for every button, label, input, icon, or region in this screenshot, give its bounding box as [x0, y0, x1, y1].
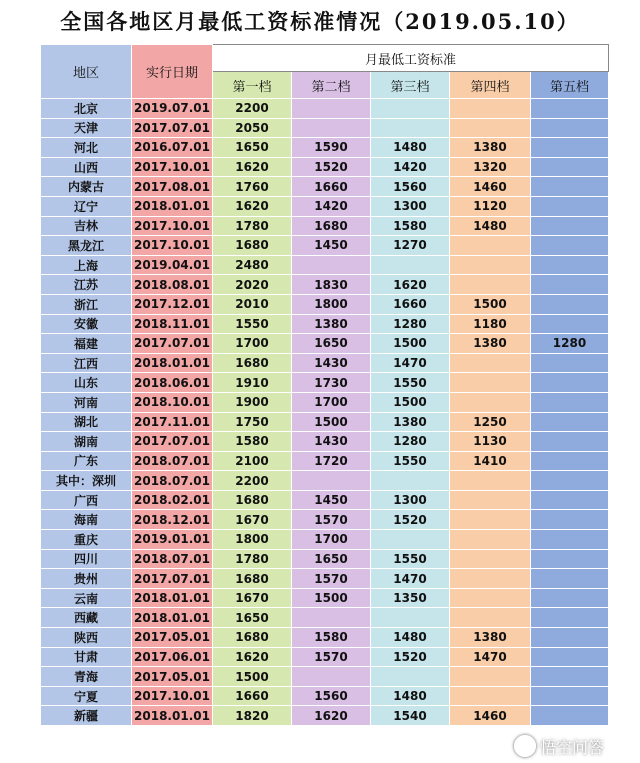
- cell-date: 2018.02.01: [132, 490, 213, 510]
- cell-tier-1: 1900: [213, 392, 292, 412]
- cell-date: 2017.05.01: [132, 628, 213, 648]
- cell-tier-1: 1800: [213, 530, 292, 550]
- cell-tier-2: 1450: [292, 236, 371, 256]
- cell-tier-5: [531, 255, 609, 275]
- watermark-text: 悟空问答: [540, 737, 605, 757]
- cell-tier-1: 1670: [213, 588, 292, 608]
- cell-tier-3: 1480: [371, 628, 450, 648]
- cell-tier-4: [450, 353, 531, 373]
- cell-tier-5: [531, 471, 609, 491]
- cell-region: 福建: [41, 334, 132, 354]
- cell-region: 陕西: [41, 628, 132, 648]
- cell-tier-3: 1550: [371, 373, 450, 393]
- cell-tier-1: 2480: [213, 255, 292, 275]
- cell-tier-2: [292, 471, 371, 491]
- cell-tier-4: [450, 588, 531, 608]
- cell-date: 2016.07.01: [132, 138, 213, 158]
- cell-tier-4: 1460: [450, 706, 531, 726]
- cell-tier-5: [531, 177, 609, 197]
- cell-date: 2017.07.01: [132, 569, 213, 589]
- cell-tier-1: 1620: [213, 647, 292, 667]
- cell-tier-2: 1680: [292, 216, 371, 236]
- table-row: [41, 588, 609, 608]
- cell-tier-3: 1500: [371, 392, 450, 412]
- cell-tier-3: 1580: [371, 216, 450, 236]
- cell-tier-1: 2200: [213, 99, 292, 119]
- cell-region: 吉林: [41, 216, 132, 236]
- cell-tier-1: 1650: [213, 138, 292, 158]
- table-row: [41, 686, 609, 706]
- cell-tier-2: 1800: [292, 294, 371, 314]
- cell-tier-2: 1700: [292, 530, 371, 550]
- cell-tier-2: 1650: [292, 549, 371, 569]
- cell-tier-5: [531, 490, 609, 510]
- cell-tier-5: [531, 412, 609, 432]
- cell-tier-2: [292, 608, 371, 628]
- cell-tier-5: [531, 157, 609, 177]
- cell-date: 2019.04.01: [132, 255, 213, 275]
- cell-tier-1: 1680: [213, 236, 292, 256]
- cell-date: 2018.07.01: [132, 451, 213, 471]
- table-row: [41, 510, 609, 530]
- cell-tier-1: 1700: [213, 334, 292, 354]
- cell-region: 江西: [41, 353, 132, 373]
- cell-tier-5: [531, 216, 609, 236]
- cell-tier-1: 1620: [213, 157, 292, 177]
- cell-tier-4: 1410: [450, 451, 531, 471]
- cell-tier-3: 1500: [371, 334, 450, 354]
- cell-tier-2: 1620: [292, 706, 371, 726]
- header-wage-group: 月最低工资标准: [213, 45, 609, 72]
- cell-tier-5: [531, 196, 609, 216]
- cell-tier-3: 1520: [371, 510, 450, 530]
- table-row: [41, 138, 609, 158]
- cell-tier-3: [371, 608, 450, 628]
- cell-tier-4: [450, 530, 531, 550]
- cell-date: 2017.10.01: [132, 236, 213, 256]
- cell-tier-4: [450, 373, 531, 393]
- table-row: [41, 216, 609, 236]
- cell-tier-5: [531, 451, 609, 471]
- cell-date: 2017.07.01: [132, 432, 213, 452]
- cell-tier-3: [371, 530, 450, 550]
- cell-date: 2018.07.01: [132, 549, 213, 569]
- cell-region: 甘肃: [41, 647, 132, 667]
- table-row: [41, 432, 609, 452]
- table-row: [41, 314, 609, 334]
- cell-tier-2: 1590: [292, 138, 371, 158]
- table-row: [41, 667, 609, 687]
- cell-tier-3: 1380: [371, 412, 450, 432]
- cell-tier-1: 1550: [213, 314, 292, 334]
- cell-date: 2019.07.01: [132, 99, 213, 119]
- cell-tier-1: 1680: [213, 353, 292, 373]
- cell-tier-3: 1470: [371, 353, 450, 373]
- cell-region: 贵州: [41, 569, 132, 589]
- cell-tier-5: 1280: [531, 334, 609, 354]
- watermark: [514, 733, 640, 759]
- cell-region: 广东: [41, 451, 132, 471]
- cell-date: 2018.01.01: [132, 608, 213, 628]
- cell-region: 浙江: [41, 294, 132, 314]
- cell-tier-1: 2020: [213, 275, 292, 295]
- cell-tier-5: [531, 392, 609, 412]
- cell-tier-5: [531, 138, 609, 158]
- cell-tier-2: 1650: [292, 334, 371, 354]
- cell-tier-2: 1450: [292, 490, 371, 510]
- cell-tier-4: 1470: [450, 647, 531, 667]
- cell-tier-4: [450, 667, 531, 687]
- cell-date: 2017.10.01: [132, 216, 213, 236]
- cell-tier-3: 1420: [371, 157, 450, 177]
- cell-region: 上海: [41, 255, 132, 275]
- cell-region: 安徽: [41, 314, 132, 334]
- cell-region: 黑龙江: [41, 236, 132, 256]
- cell-region: 云南: [41, 588, 132, 608]
- cell-tier-4: [450, 549, 531, 569]
- cell-tier-1: 1680: [213, 569, 292, 589]
- cell-tier-1: 1820: [213, 706, 292, 726]
- cell-tier-5: [531, 667, 609, 687]
- cell-tier-4: 1500: [450, 294, 531, 314]
- cell-region: 新疆: [41, 706, 132, 726]
- cell-date: 2017.10.01: [132, 157, 213, 177]
- cell-tier-4: 1180: [450, 314, 531, 334]
- table-row: [41, 647, 609, 667]
- cell-date: 2018.12.01: [132, 510, 213, 530]
- cell-tier-5: [531, 236, 609, 256]
- cell-region: 其中：深圳: [41, 471, 132, 491]
- cell-tier-1: 2100: [213, 451, 292, 471]
- wukong-logo-icon: [514, 735, 536, 757]
- cell-tier-1: 1750: [213, 412, 292, 432]
- cell-region: 山西: [41, 157, 132, 177]
- cell-tier-2: 1660: [292, 177, 371, 197]
- cell-tier-4: [450, 392, 531, 412]
- header-tier-3: 第三档: [371, 72, 450, 99]
- cell-tier-5: [531, 569, 609, 589]
- cell-tier-2: 1570: [292, 510, 371, 530]
- cell-tier-5: [531, 294, 609, 314]
- cell-tier-4: [450, 471, 531, 491]
- table-row: [41, 177, 609, 197]
- table-row: [41, 530, 609, 550]
- cell-region: 湖北: [41, 412, 132, 432]
- cell-tier-3: 1280: [371, 432, 450, 452]
- cell-tier-3: [371, 118, 450, 138]
- cell-tier-4: 1320: [450, 157, 531, 177]
- cell-tier-1: 1670: [213, 510, 292, 530]
- cell-tier-1: 1620: [213, 196, 292, 216]
- cell-date: 2017.08.01: [132, 177, 213, 197]
- cell-tier-4: [450, 236, 531, 256]
- cell-tier-4: [450, 510, 531, 530]
- cell-tier-5: [531, 647, 609, 667]
- cell-tier-5: [531, 118, 609, 138]
- cell-tier-2: 1520: [292, 157, 371, 177]
- min-wage-table: [40, 44, 609, 726]
- table-row: [41, 412, 609, 432]
- cell-date: 2018.01.01: [132, 706, 213, 726]
- cell-date: 2017.10.01: [132, 686, 213, 706]
- cell-tier-1: 2010: [213, 294, 292, 314]
- cell-region: 重庆: [41, 530, 132, 550]
- table-row: [41, 157, 609, 177]
- cell-region: 河南: [41, 392, 132, 412]
- cell-tier-2: 1570: [292, 647, 371, 667]
- cell-tier-5: [531, 588, 609, 608]
- cell-tier-4: 1130: [450, 432, 531, 452]
- table-row: [41, 373, 609, 393]
- cell-tier-2: 1380: [292, 314, 371, 334]
- cell-tier-2: [292, 667, 371, 687]
- cell-tier-1: 1780: [213, 549, 292, 569]
- cell-tier-4: 1480: [450, 216, 531, 236]
- cell-region: 青海: [41, 667, 132, 687]
- cell-tier-2: 1420: [292, 196, 371, 216]
- table-row: [41, 99, 609, 119]
- header-tier-2: 第二档: [292, 72, 371, 99]
- table-row: [41, 196, 609, 216]
- cell-tier-5: [531, 510, 609, 530]
- cell-date: 2018.01.01: [132, 196, 213, 216]
- cell-tier-2: 1720: [292, 451, 371, 471]
- cell-tier-2: 1500: [292, 588, 371, 608]
- cell-tier-3: 1550: [371, 451, 450, 471]
- cell-tier-3: 1300: [371, 490, 450, 510]
- cell-tier-3: [371, 667, 450, 687]
- cell-region: 四川: [41, 549, 132, 569]
- cell-tier-5: [531, 275, 609, 295]
- header-date: 实行日期: [132, 45, 213, 99]
- cell-tier-1: 2200: [213, 471, 292, 491]
- cell-tier-4: 1380: [450, 628, 531, 648]
- cell-tier-4: [450, 99, 531, 119]
- cell-tier-4: 1380: [450, 334, 531, 354]
- table-row: [41, 275, 609, 295]
- table-row: [41, 294, 609, 314]
- cell-tier-3: 1280: [371, 314, 450, 334]
- cell-tier-4: [450, 118, 531, 138]
- cell-tier-2: 1570: [292, 569, 371, 589]
- cell-tier-5: [531, 549, 609, 569]
- header-tier-1: 第一档: [213, 72, 292, 99]
- cell-tier-5: [531, 628, 609, 648]
- table-row: [41, 451, 609, 471]
- cell-tier-2: 1500: [292, 412, 371, 432]
- cell-date: 2018.11.01: [132, 314, 213, 334]
- table-row: [41, 392, 609, 412]
- table-row: [41, 118, 609, 138]
- cell-region: 宁夏: [41, 686, 132, 706]
- cell-tier-2: 1430: [292, 432, 371, 452]
- cell-date: 2017.07.01: [132, 118, 213, 138]
- cell-date: 2017.12.01: [132, 294, 213, 314]
- header-region: 地区: [41, 45, 132, 99]
- cell-tier-2: 1730: [292, 373, 371, 393]
- cell-tier-3: 1270: [371, 236, 450, 256]
- table-row: [41, 471, 609, 491]
- cell-tier-5: [531, 608, 609, 628]
- cell-region: 湖南: [41, 432, 132, 452]
- table-row: [41, 706, 609, 726]
- cell-region: 山东: [41, 373, 132, 393]
- cell-tier-3: 1480: [371, 686, 450, 706]
- cell-tier-1: 1580: [213, 432, 292, 452]
- cell-tier-1: 1650: [213, 608, 292, 628]
- cell-date: 2017.05.01: [132, 667, 213, 687]
- cell-tier-4: [450, 255, 531, 275]
- cell-tier-3: [371, 99, 450, 119]
- cell-tier-3: 1560: [371, 177, 450, 197]
- cell-tier-2: [292, 255, 371, 275]
- cell-tier-2: [292, 118, 371, 138]
- cell-tier-3: 1540: [371, 706, 450, 726]
- cell-tier-3: 1660: [371, 294, 450, 314]
- page-title: 全国各地区月最低工资标准情况（2019.05.10）: [60, 9, 580, 34]
- cell-region: 河北: [41, 138, 132, 158]
- cell-tier-1: 1910: [213, 373, 292, 393]
- cell-tier-3: 1480: [371, 138, 450, 158]
- cell-tier-4: 1380: [450, 138, 531, 158]
- cell-tier-2: [292, 99, 371, 119]
- cell-tier-5: [531, 530, 609, 550]
- cell-region: 西藏: [41, 608, 132, 628]
- cell-tier-3: 1620: [371, 275, 450, 295]
- table-row: [41, 569, 609, 589]
- header-tier-4: 第四档: [450, 72, 531, 99]
- table-row: [41, 334, 609, 354]
- table-row: [41, 236, 609, 256]
- cell-tier-4: 1250: [450, 412, 531, 432]
- cell-date: 2018.08.01: [132, 275, 213, 295]
- cell-tier-2: 1830: [292, 275, 371, 295]
- header-tier-5: 第五档: [531, 72, 609, 99]
- cell-region: 北京: [41, 99, 132, 119]
- cell-tier-1: 1760: [213, 177, 292, 197]
- cell-tier-1: 1500: [213, 667, 292, 687]
- table-row: [41, 608, 609, 628]
- cell-region: 海南: [41, 510, 132, 530]
- cell-tier-2: 1700: [292, 392, 371, 412]
- cell-tier-4: [450, 490, 531, 510]
- cell-date: 2018.01.01: [132, 588, 213, 608]
- table-row: [41, 353, 609, 373]
- cell-region: 内蒙古: [41, 177, 132, 197]
- cell-tier-3: 1550: [371, 549, 450, 569]
- cell-tier-1: 2050: [213, 118, 292, 138]
- cell-tier-5: [531, 706, 609, 726]
- cell-tier-5: [531, 353, 609, 373]
- cell-tier-5: [531, 432, 609, 452]
- cell-date: 2018.06.01: [132, 373, 213, 393]
- cell-tier-4: 1460: [450, 177, 531, 197]
- cell-tier-1: 1780: [213, 216, 292, 236]
- table-row: [41, 490, 609, 510]
- cell-tier-1: 1680: [213, 490, 292, 510]
- cell-tier-4: [450, 569, 531, 589]
- cell-tier-2: 1430: [292, 353, 371, 373]
- cell-region: 广西: [41, 490, 132, 510]
- cell-region: 天津: [41, 118, 132, 138]
- cell-date: 2017.06.01: [132, 647, 213, 667]
- cell-date: 2017.07.01: [132, 334, 213, 354]
- cell-tier-4: [450, 275, 531, 295]
- cell-tier-3: 1350: [371, 588, 450, 608]
- cell-date: 2018.10.01: [132, 392, 213, 412]
- cell-tier-5: [531, 373, 609, 393]
- cell-tier-3: 1300: [371, 196, 450, 216]
- cell-date: 2018.07.01: [132, 471, 213, 491]
- cell-tier-2: 1560: [292, 686, 371, 706]
- cell-tier-1: 1680: [213, 628, 292, 648]
- cell-tier-4: 1120: [450, 196, 531, 216]
- cell-region: 江苏: [41, 275, 132, 295]
- cell-tier-3: 1520: [371, 647, 450, 667]
- table-row: [41, 255, 609, 275]
- cell-date: 2019.01.01: [132, 530, 213, 550]
- cell-tier-1: 1660: [213, 686, 292, 706]
- table-row: [41, 549, 609, 569]
- cell-tier-5: [531, 686, 609, 706]
- cell-tier-4: [450, 686, 531, 706]
- cell-tier-3: [371, 471, 450, 491]
- table-row: [41, 628, 609, 648]
- cell-tier-4: [450, 608, 531, 628]
- table-body: [41, 99, 609, 726]
- cell-region: 辽宁: [41, 196, 132, 216]
- cell-tier-3: 1470: [371, 569, 450, 589]
- cell-tier-5: [531, 314, 609, 334]
- cell-tier-5: [531, 99, 609, 119]
- cell-tier-3: [371, 255, 450, 275]
- cell-date: 2017.11.01: [132, 412, 213, 432]
- cell-date: 2018.01.01: [132, 353, 213, 373]
- cell-tier-2: 1580: [292, 628, 371, 648]
